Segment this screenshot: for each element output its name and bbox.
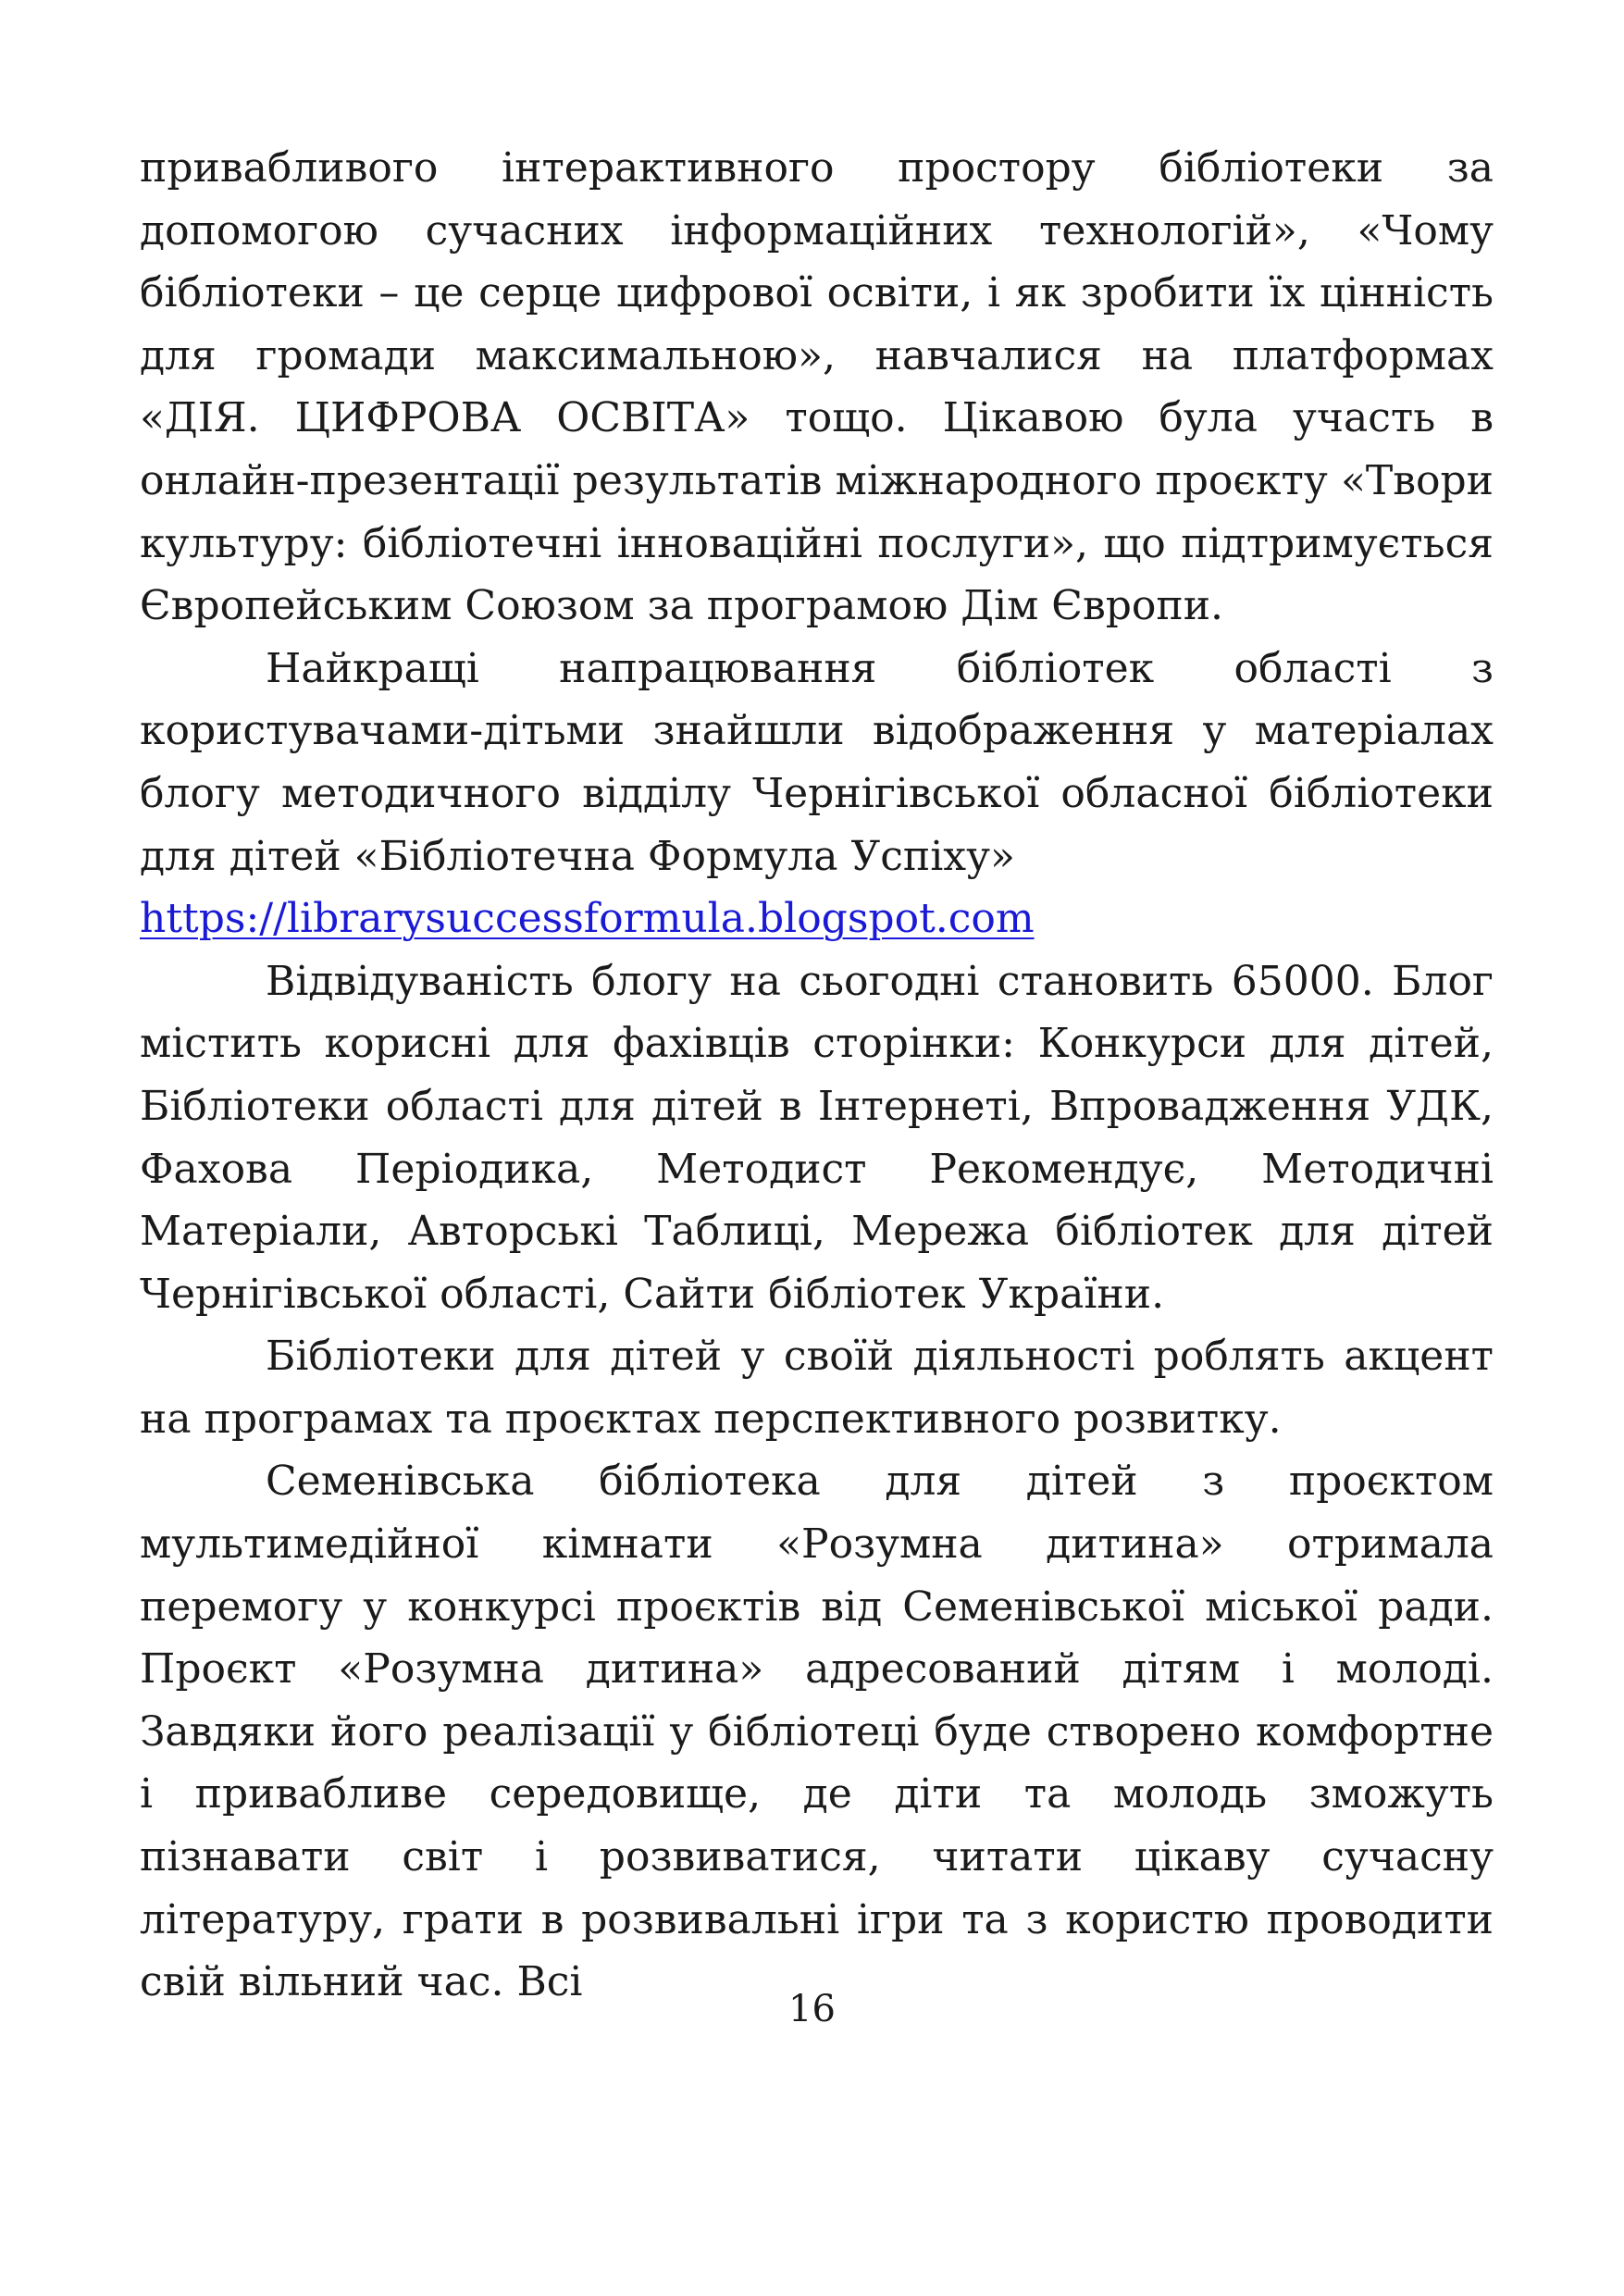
paragraph-best-practices: Найкращі напрацювання бібліотек області з користувачами-дітьми знайшли відображення у матеріалах блогу методичного відділу Чернігівської обласної бібліотеки для дітей «Бібліотечна Формула Успіху» — [140, 644, 1494, 880]
paragraph-continuation: привабливого інтерактивного простору бібліотеки за допомогою сучасних інформаційних технологій», «Чому бібліотеки – це серце цифрової освіти, і як зробити їх цінність для громади максимальною», навчалися на платформах «ДІЯ. ЦИФРОВА ОСВІТА» тощо. Цікавою була участь в онлайн-презентації результатів міжнародного проєкту «Твори культуру: бібліотечні інноваційні послуги», що підтримується Європейським Союзом за програмою Дім Європи. — [140, 144, 1494, 630]
paragraph-blog-stats: Відвідуваність блогу на сьогодні становить 65000. Блог містить корисні для фахівців сторінки: Конкурси для дітей, Бібліотеки області для дітей в Інтернеті, Впровадження УДК, Фахова Періодика, Методист Рекомендує, Методичні Матеріали, Авторські Таблиці, Мережа бібліотек для дітей Чернігівської області, Сайти бібліотек України. — [140, 957, 1494, 1318]
blog-link-line — [140, 887, 1494, 950]
paragraph-semenivka: Семенівська бібліотека для дітей з проєктом мультимедійної кімнати «Розумна дитина» отримала перемогу у конкурсі проєктів від Семенівської міської ради. Проєкт «Розумна дитина» адресований дітям і молоді. Завдяки його реалізації у бібліотеці буде створено комфортне і привабливе середовище, де діти та молодь зможуть пізнавати світ і розвиватися, читати цікаву сучасну літературу, грати в розвивальні ігри та з користю проводити свій вільний час. Всі — [140, 1458, 1494, 2006]
blog-link[interactable]: https://librarysuccessformula.blogspot.com — [140, 895, 1035, 943]
paragraph-programs: Бібліотеки для дітей у своїй діяльності роблять акцент на програмах та проєктах перспективного розвитку. — [140, 1333, 1494, 1443]
page-number: 16 — [788, 1988, 836, 2030]
document-page — [140, 137, 1494, 2014]
